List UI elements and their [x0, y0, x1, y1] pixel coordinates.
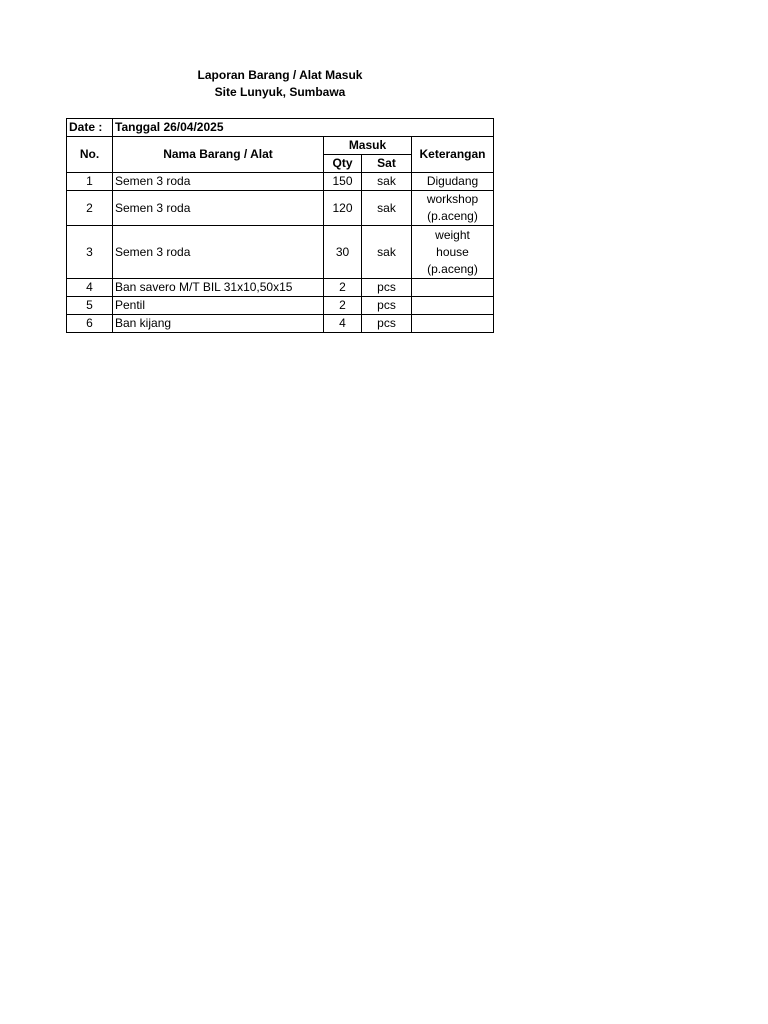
row-no: 6 — [67, 315, 113, 333]
table-row — [67, 226, 494, 279]
table-row — [67, 279, 494, 297]
header-no: No. — [67, 137, 113, 173]
keterangan-line: weight — [435, 227, 470, 242]
keterangan-line: house — [436, 244, 469, 259]
header-masuk: Masuk — [324, 137, 412, 155]
keterangan-line: (p.aceng) — [427, 261, 478, 276]
row-no: 3 — [67, 226, 113, 279]
row-qty: 2 — [324, 297, 362, 315]
row-qty: 150 — [324, 173, 362, 191]
row-qty: 4 — [324, 315, 362, 333]
table-row — [67, 173, 494, 191]
row-sat: pcs — [362, 297, 412, 315]
header-row — [67, 137, 494, 155]
row-sat: sak — [362, 173, 412, 191]
report-table — [66, 118, 494, 333]
table-row — [67, 315, 494, 333]
row-no: 5 — [67, 297, 113, 315]
header-sat: Sat — [362, 155, 412, 173]
date-label: Date : — [67, 119, 113, 137]
row-no: 4 — [67, 279, 113, 297]
header-keterangan: Keterangan — [412, 137, 494, 173]
row-no: 1 — [67, 173, 113, 191]
row-no: 2 — [67, 191, 113, 226]
date-row — [67, 119, 494, 137]
row-nama: Ban savero M/T BIL 31x10,50x15 — [113, 279, 324, 297]
header-qty: Qty — [324, 155, 362, 173]
row-nama: Semen 3 roda — [113, 191, 324, 226]
keterangan-line: workshop — [426, 192, 479, 206]
table-row — [67, 297, 494, 315]
row-sat: sak — [362, 226, 412, 279]
row-keterangan — [412, 173, 494, 191]
row-sat: pcs — [362, 315, 412, 333]
table-row — [67, 191, 494, 226]
row-sat: pcs — [362, 279, 412, 297]
row-nama: Ban kijang — [113, 315, 324, 333]
row-keterangan — [412, 315, 494, 333]
row-keterangan — [412, 297, 494, 315]
keterangan-line: Digudang — [426, 174, 479, 188]
row-qty: 120 — [324, 191, 362, 226]
row-qty: 2 — [324, 279, 362, 297]
row-sat: sak — [362, 191, 412, 226]
row-nama: Semen 3 roda — [113, 173, 324, 191]
row-keterangan — [412, 191, 494, 226]
row-nama: Semen 3 roda — [113, 226, 324, 279]
date-value: Tanggal 26/04/2025 — [113, 119, 494, 137]
report-subtitle: Site Lunyuk, Sumbawa — [214, 85, 346, 99]
row-nama: Pentil — [113, 297, 324, 315]
report-title: Laporan Barang / Alat Masuk — [197, 68, 363, 82]
row-keterangan — [412, 226, 494, 279]
row-qty: 30 — [324, 226, 362, 279]
row-keterangan — [412, 279, 494, 297]
header-nama: Nama Barang / Alat — [113, 137, 324, 173]
keterangan-line: (p.aceng) — [427, 209, 478, 223]
